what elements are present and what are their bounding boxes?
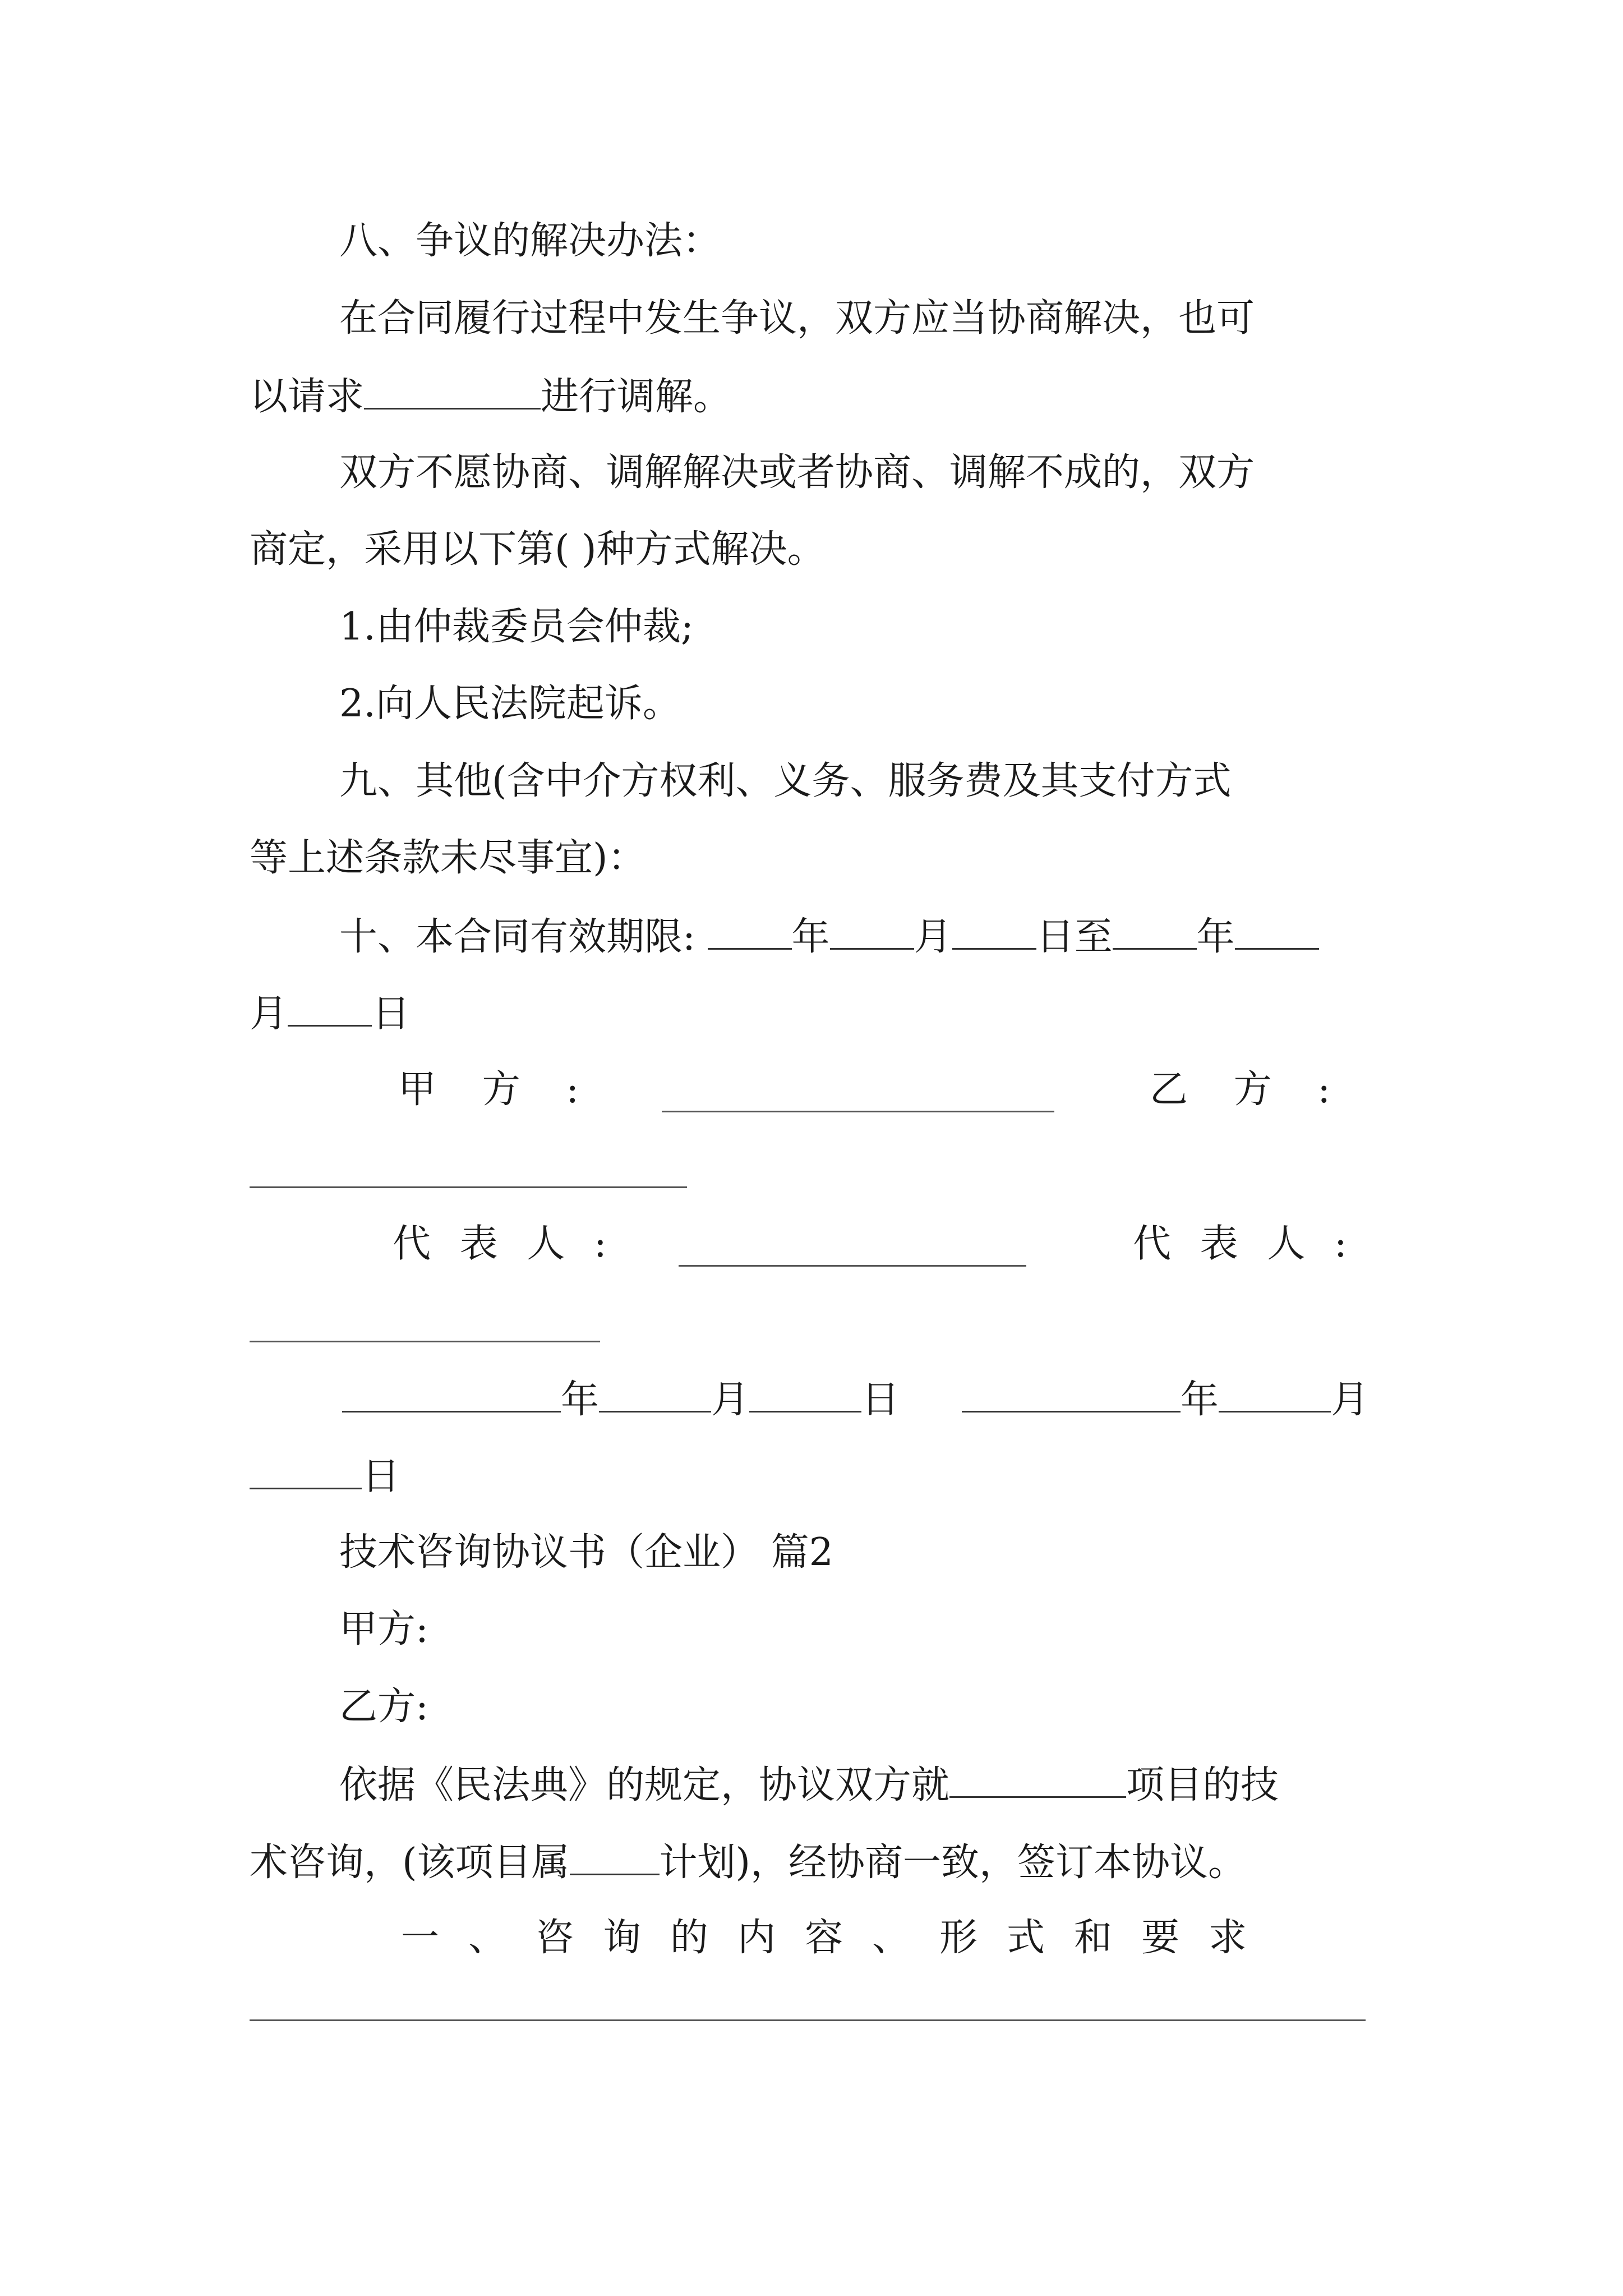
party-b-sign-month-blank[interactable] [1219, 1376, 1331, 1412]
party-b-sign-day-blank[interactable] [250, 1453, 362, 1489]
end-day-blank[interactable] [288, 990, 372, 1027]
mediator-blank[interactable] [364, 373, 541, 409]
party-a-sign-year-blank[interactable] [342, 1376, 561, 1412]
party-b-sign-date-line-2: 日 [250, 1453, 400, 1499]
article-2-party-b: 乙方: [339, 1685, 428, 1729]
section-8-paragraph-1-line-1: 在合同履行过程中发生争议，双方应当协商解决，也可 [339, 296, 1255, 341]
party-a-sign-month-blank[interactable] [599, 1376, 711, 1412]
party-b-rep-line[interactable] [250, 1341, 600, 1342]
article-2-section-1-heading: 一、咨询的内容、形式和要求 [401, 1916, 1276, 1960]
section-8-heading: 八、争议的解决办法： [339, 219, 721, 263]
party-b-line[interactable] [250, 1186, 687, 1188]
start-year-blank[interactable] [708, 913, 792, 950]
section-9-line-1: 九、其他(含中介方权利、义务、服务费及其支付方式 [339, 759, 1232, 803]
party-a-label: 甲 方 : [398, 1068, 579, 1112]
start-day-blank[interactable] [952, 913, 1036, 950]
article-2-party-a: 甲方: [339, 1607, 428, 1651]
party-b-sign-year-blank[interactable] [962, 1376, 1181, 1412]
article-2-paragraph-line-2: 术咨询，(该项目属 计划)，经协商一致，签订本协议。 [250, 1839, 1246, 1885]
section-9-line-2: 等上述条款未尽事宜)： [250, 836, 646, 880]
party-b-sign-date: 年 月 [962, 1376, 1369, 1423]
party-a-rep-line[interactable] [679, 1265, 1026, 1267]
section-8-paragraph-2-line-1: 双方不愿协商、调解解决或者协商、调解不成的，双方 [339, 450, 1255, 495]
party-a-sign-date: 年 月 日 [342, 1376, 900, 1423]
section-8-paragraph-2-line-2: 商定，采用以下第( )种方式解决。 [250, 527, 826, 572]
party-a-line[interactable] [662, 1111, 1054, 1112]
party-b-rep-label: 代 表 人 : [1133, 1222, 1347, 1266]
option-arbitration: 1.由仲裁委员会仲裁; [339, 605, 694, 649]
end-year-blank[interactable] [1113, 913, 1197, 950]
party-a-sign-day-blank[interactable] [749, 1376, 861, 1412]
party-b-label: 乙 方 : [1150, 1068, 1331, 1112]
article-2-section-1-fill-line[interactable] [250, 2019, 1366, 2021]
option-court: 2.向人民法院起诉。 [339, 682, 681, 726]
article-2-paragraph-line-1: 依据《民法典》的规定，协议双方就 项目的技 [339, 1761, 1279, 1808]
start-month-blank[interactable] [830, 913, 914, 950]
end-month-blank[interactable] [1235, 913, 1319, 950]
party-a-rep-label: 代 表 人 : [393, 1222, 607, 1266]
plan-name-blank[interactable] [570, 1839, 660, 1875]
section-8-paragraph-1-line-2: 以请求 进行调解。 [250, 373, 731, 420]
section-10-validity-line-2: 月 日 [250, 990, 410, 1037]
project-name-blank[interactable] [949, 1761, 1126, 1798]
section-10-validity-line-1: 十、本合同有效期限: 年 月 日至 年 [339, 913, 1319, 960]
article-2-title: 技术咨询协议书（企业） 篇2 [339, 1530, 833, 1575]
